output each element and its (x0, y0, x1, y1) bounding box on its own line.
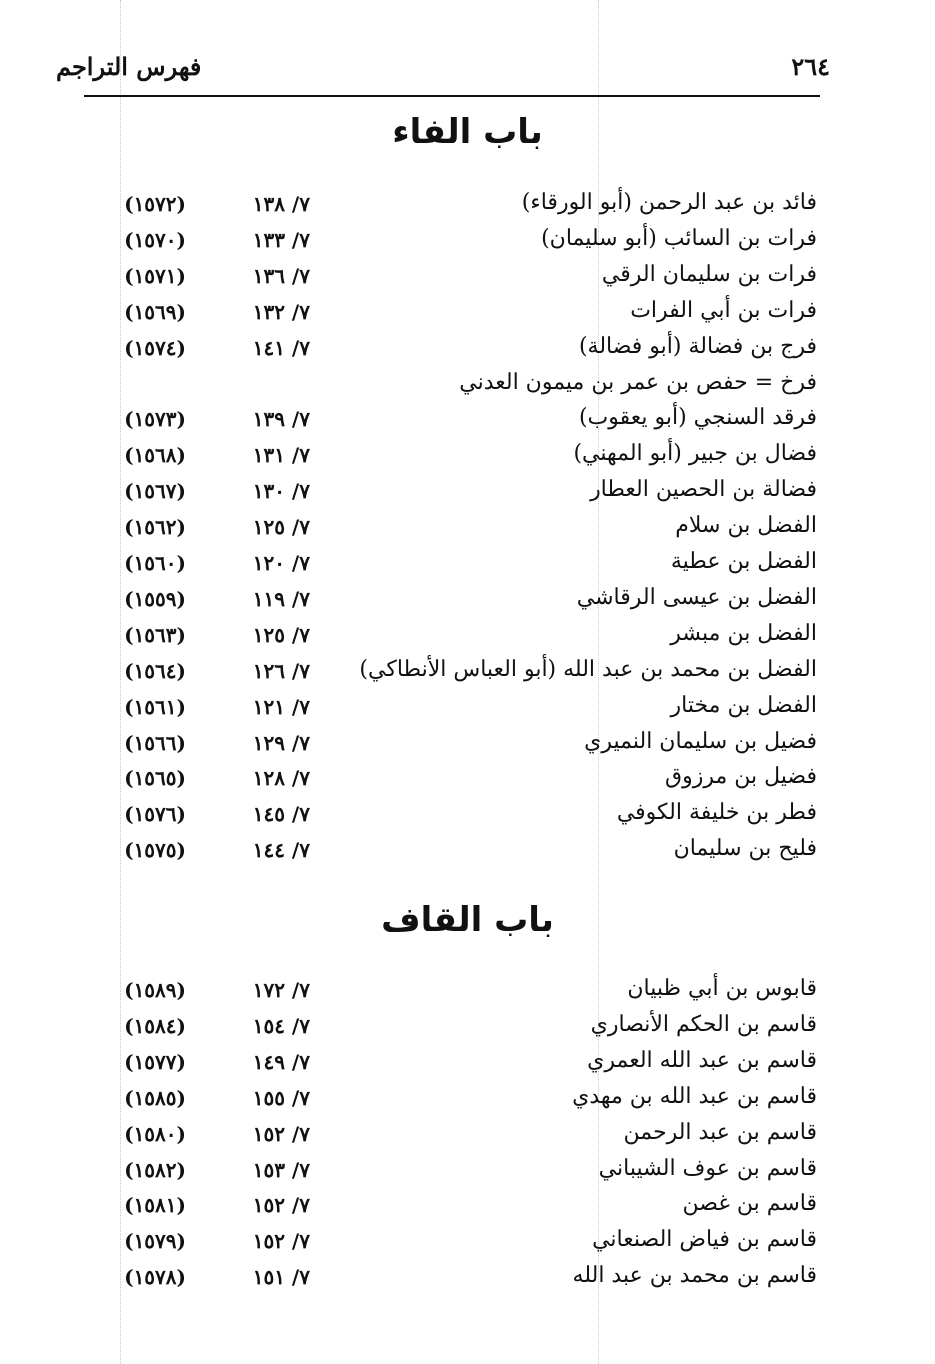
index-entry (0, 1012, 935, 1046)
entry-name: فطر بن خليفة الكوفي (616, 800, 817, 826)
entry-volume-page: ٧/ ١٤٥ (252, 802, 310, 827)
index-entry (0, 477, 935, 511)
entry-number: (١٥٦٢) (124, 515, 186, 540)
index-entry (0, 1191, 935, 1225)
index-entry (0, 334, 935, 368)
entry-name: قاسم بن عوف الشيباني (598, 1155, 817, 1181)
index-entry (0, 800, 935, 834)
entry-volume-page: ٧/ ١٣٦ (252, 263, 310, 288)
entry-number: (١٥٨٢) (124, 1157, 186, 1182)
index-entry (0, 1227, 935, 1261)
entry-number: (١٥٦٦) (124, 730, 186, 755)
entry-name: فليح بن سليمان (673, 836, 817, 862)
entry-volume-page: ٧/ ١٢٨ (252, 766, 310, 791)
entry-volume-page: ٧/ ١٤٩ (252, 1049, 310, 1074)
entry-name: فضال بن جبير (أبو المهني) (573, 441, 817, 467)
entry-volume-page: ٧/ ١٢٥ (252, 622, 310, 647)
entry-name: فضالة بن الحصين العطار (590, 477, 817, 503)
entry-number: (١٥٧٢) (124, 192, 186, 216)
index-entry (0, 1084, 935, 1118)
index-entry (0, 370, 935, 404)
entry-number: (١٥٧١) (124, 263, 186, 288)
entry-name: فرج بن فضالة (أبو فضالة) (578, 333, 817, 359)
entry-name: فرخ = حفص بن عمر بن ميمون العدني (459, 369, 817, 395)
entry-name: قابوس بن أبي ظبيان (627, 976, 817, 1001)
entry-name: فرقد السنجي (أبو يعقوب) (578, 405, 817, 431)
entry-volume-page: ٧/ ١٣٨ (252, 192, 310, 216)
entry-name: الفضل بن مبشر (670, 620, 817, 646)
entry-name: قاسم بن عبد الله العمري (587, 1047, 817, 1073)
entry-number: (١٥٧٣) (124, 407, 186, 432)
entry-volume-page: ٧/ ١٣٢ (252, 299, 310, 324)
entry-volume-page: ٧/ ١٢٠ (252, 551, 310, 575)
entry-volume-page: ٧/ ١٢٥ (252, 515, 310, 540)
entry-name: قاسم بن محمد بن عبد الله (572, 1263, 817, 1289)
entry-number: (١٥٧٨) (124, 1265, 186, 1290)
entry-name: الفضل بن سلام (675, 513, 817, 539)
entry-name: قاسم بن فياض الصنعاني (592, 1227, 817, 1253)
entry-volume-page: ٧/ ١٤٤ (252, 838, 310, 863)
entry-volume-page: ٧/ ١٣٣ (252, 227, 310, 252)
entry-name: قاسم بن الحكم الأنصاري (590, 1011, 817, 1037)
index-entry (0, 441, 935, 475)
index-entry (0, 190, 935, 224)
index-entry (0, 513, 935, 547)
entry-volume-page: ٧/ ١٥١ (252, 1265, 310, 1290)
entry-name: الفضل بن عطية (670, 549, 817, 574)
entry-number: (١٥٧٠) (124, 227, 186, 252)
entry-volume-page: ٧/ ١٥٢ (252, 1193, 310, 1218)
entry-volume-page: ٧/ ١٥٥ (252, 1085, 310, 1110)
entry-name: قاسم بن عبد الله بن مهدي (572, 1083, 817, 1109)
entry-name: قاسم بن غصن (682, 1191, 817, 1217)
entry-name: فرات بن سليمان الرقي (601, 261, 817, 287)
index-entry (0, 262, 935, 296)
entry-volume-page: ٧/ ١٣٩ (252, 407, 310, 432)
entry-number: (١٥٨٩) (124, 978, 186, 1002)
entry-volume-page: ٧/ ١٢٩ (252, 730, 310, 755)
entry-number: (١٥٨٠) (124, 1121, 186, 1146)
index-entry (0, 1263, 935, 1297)
entry-volume-page: ٧/ ١٥٣ (252, 1157, 310, 1182)
entry-number: (١٥٧٦) (124, 802, 186, 827)
running-header-title: فهرس التراجم (56, 52, 202, 81)
header-rule (84, 95, 820, 97)
entry-volume-page: ٧/ ١٢٦ (252, 658, 310, 683)
entry-number: (١٥٦٤) (124, 658, 186, 683)
index-entry (0, 585, 935, 619)
entry-name: الفضل بن مختار (670, 692, 817, 718)
entry-number: (١٥٨٥) (124, 1085, 186, 1110)
index-entry (0, 1048, 935, 1082)
entry-volume-page: ٧/ ١٥٢ (252, 1121, 310, 1146)
entry-name: فرات بن أبي الفرات (630, 297, 817, 323)
index-entry (0, 405, 935, 439)
entry-number: (١٥٦٥) (124, 766, 186, 791)
entry-volume-page: ٧/ ١٧٢ (252, 978, 310, 1002)
index-entry (0, 657, 935, 691)
index-entry (0, 729, 935, 763)
entry-volume-page: ٧/ ١٢١ (252, 694, 310, 719)
entry-name: الفضل بن عيسى الرقاشي (576, 584, 817, 610)
entry-number: (١٥٧٥) (124, 838, 186, 863)
entry-volume-page: ٧/ ١٥٢ (252, 1229, 310, 1254)
entry-name: فرات بن السائب (أبو سليمان) (541, 225, 817, 251)
entry-volume-page: ٧/ ١٤١ (252, 335, 310, 360)
section-title: باب الفاء (392, 112, 543, 152)
entry-number: (١٥٧٩) (124, 1229, 186, 1254)
entry-number: (١٥٦٣) (124, 622, 186, 647)
entry-volume-page: ٧/ ١٣٠ (252, 479, 310, 504)
entry-number: (١٥٦١) (124, 694, 186, 719)
index-entry (0, 693, 935, 727)
entry-volume-page: ٧/ ١٥٤ (252, 1013, 310, 1038)
index-entry (0, 549, 935, 583)
entry-name: فائد بن عبد الرحمن (أبو الورقاء) (521, 190, 817, 215)
section-title: باب القاف (381, 900, 554, 940)
index-entry (0, 226, 935, 260)
entry-volume-page: ٧/ ١١٩ (252, 586, 310, 611)
entry-volume-page: ٧/ ١٣١ (252, 443, 310, 468)
entry-name: فضيل بن سليمان النميري (584, 728, 817, 754)
index-entry (0, 976, 935, 1010)
entry-number: (١٥٥٩) (124, 586, 186, 611)
index-entry (0, 1120, 935, 1154)
entry-number: (١٥٦٨) (124, 443, 186, 468)
index-entry (0, 298, 935, 332)
page-number: ٢٦٤ (791, 52, 830, 81)
entry-number: (١٥٦٩) (124, 299, 186, 324)
entry-number: (١٥٨١) (124, 1193, 186, 1218)
index-entry (0, 1156, 935, 1190)
index-entry (0, 621, 935, 655)
index-entry (0, 836, 935, 870)
entry-number: (١٥٧٧) (124, 1049, 186, 1074)
entry-number: (١٥٨٤) (124, 1013, 186, 1038)
entry-name: الفضل بن محمد بن عبد الله (أبو العباس الأنطاكي) (359, 656, 817, 682)
index-entry (0, 764, 935, 798)
entry-number: (١٥٦٧) (124, 479, 186, 504)
entry-name: قاسم بن عبد الرحمن (623, 1119, 817, 1145)
entry-number: (١٥٧٤) (124, 335, 186, 360)
entry-number: (١٥٦٠) (124, 551, 186, 575)
entry-name: فضيل بن مرزوق (665, 764, 817, 790)
